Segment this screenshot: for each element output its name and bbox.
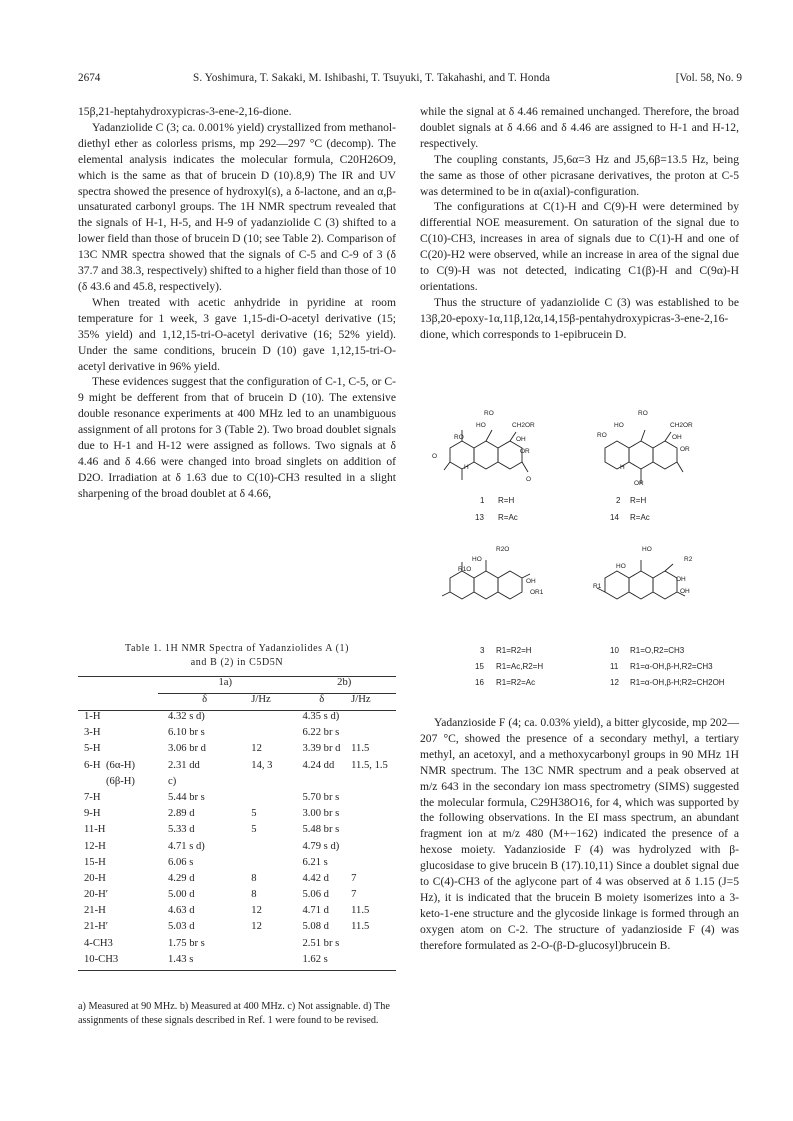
atom-label: R1O [458,566,472,573]
table-row [78,808,396,824]
atom-label: H [464,464,469,471]
nmr-table [78,676,396,971]
cell-j-2 [351,857,396,873]
table-row [78,889,396,905]
row-label [78,760,158,776]
cell-j-2 [351,711,396,728]
atom-label: HO [476,422,486,429]
compound-number: 16 [475,678,484,687]
cell-delta-2: 5.08 d [302,921,329,933]
compound-substituent: R1=R2=Ac [496,678,536,687]
row-label: 15-H [84,856,106,868]
compound-number: 2 [616,496,621,505]
right-column [420,104,739,343]
cell-delta-2: 4.35 s d) [302,711,340,722]
cell-delta-2: 4.24 dd [302,759,335,771]
cell-j-1: 5 [251,824,257,836]
atom-label: HO [616,563,626,570]
atom-label: OR [634,480,644,487]
cell-j-1: 12 [251,921,262,933]
row-label: 21-H [84,905,106,917]
row-label-text: 6-H [84,759,101,771]
cell-delta-2: 4.42 d [302,872,329,884]
row-label: 9-H [84,808,101,820]
compound-substituent: R=Ac [498,513,518,522]
cell-delta-1: 2.89 d [168,808,195,820]
row-label: 7-H [84,791,101,803]
compound-number: 12 [610,678,619,687]
cell-delta-1: 6.06 s [168,856,194,868]
row-label [78,776,158,792]
table-row [78,743,396,759]
cell-j-1 [251,954,292,971]
atom-label: H [620,464,625,471]
table-col-head: 2b) [337,677,352,688]
compound-number: 3 [480,646,485,655]
cell-j-1 [251,727,292,743]
row-sublabel: (6β-H) [106,775,135,787]
cell-j-1 [251,711,292,728]
table-subhead: δ [292,694,351,711]
atom-label: R1 [593,583,602,590]
paragraph: 15β,21-heptahydroxypicras-3-ene-2,16-dione. [78,105,292,118]
cell-delta-2 [292,776,351,792]
table-subhead: δ [158,694,251,711]
left-column [78,104,396,502]
cell-j-1 [251,776,292,792]
atom-label: R2 [684,556,693,563]
row-label: 20-H [84,872,106,884]
table-footnote: a) Measured at 90 MHz. b) Measured at 400 MHz. c) Not assignable. d) The assignments of these signals described in Ref. 1 were found to be revised. [78,1001,390,1026]
table-title [78,642,396,670]
table-row [78,938,396,954]
cell-delta-2: 4.79 s d) [302,840,340,852]
cell-delta-1: 2.31 dd [168,759,200,771]
compound-number: 13 [475,513,484,522]
compound-number: 15 [475,662,484,671]
author-line: S. Yoshimura, T. Sakaki, M. Ishibashi, T. Tsuyuki, T. Takahashi, and T. Honda [193,72,551,84]
table-row [78,905,396,921]
compound-substituent: R1=α-OH,β-H,R2=CH3 [630,662,713,671]
cell-j-1: 14, 3 [251,759,273,771]
table-row [78,857,396,873]
paragraph: When treated with acetic anhydride in pyridine at room temperature for 1 week, 3 gave 1,15-di-O-acetyl derivative (15; 35% yield) and 1,12,15-tri-O-acetyl derivative (16; 52% yield). Under the same conditions, brucein D (10) gave 1,12,15-tri-O-acetyl derivative in 96% yield. [78,295,396,373]
compound-number: 10 [610,646,619,655]
atom-label: OH [680,588,690,595]
atom-label: OH [672,434,682,441]
table-row [78,873,396,889]
atom-label: RO [484,410,494,417]
cell-j-2: 11.5 [351,743,370,755]
compound-substituent: R1=O,R2=CH3 [630,646,685,655]
cell-j-1: 12 [251,743,262,755]
cell-delta-2: 6.22 br s [302,727,340,739]
right-column-lower [420,715,739,954]
paragraph: Yadanzioside F (4; ca. 0.03% yield), a bitter glycoside, mp 202—207 °C, showed the presence of a secondary methyl, a tertiary methyl, an acetoxyl, and a methoxycarbonyl groups in 90 MHz 1H NMR spectrum. The 13C NMR spectrum and a peak observed at m/z 643 in the secondary ion mass spectrometry (SIMS) suggested the molecular formula, C29H38O16, for 4, which was supported by the following observations. In the EI mass spectrum, an abundant fragment ion at m/z 480 (M+−162) indicated the presence of a hexose moiety. Yadanzioside F (4) was hydrolyzed with β-glucosidase to give brucein B (17).10,11) Since a doublet signal due to C(4)-CH3 of the aglycone part of 4 was observed at δ 1.15 (J=5 Hz), it is indicated that the brucein B moiety isomerizes into a 3-keto-1-ene structure and the glycoside linkage is formed through an oxygen atom on C-2. The structure of yadanzioside F (4) was therefore formulated as 2-O-(β-D-glucosyl)brucein B. [420,716,739,952]
row-label: 20-H′ [84,889,109,901]
cell-j-2: 7 [351,889,357,901]
table-row [78,776,396,792]
cell-j-2: 11.5 [351,921,370,933]
cell-j-1: 8 [251,872,257,884]
paragraph: Yadanziolide C (3; ca. 0.001% yield) crystallized from methanol-diethyl ether as colorless prisms, mp 292—297 °C (decomp). The elemental analysis indicates the molecular formula, C20H26O9, which is the same as that of brucein D (10).8,9) The IR and UV spectra showed the presence of hydroxyl(s), a δ-lactone, and an α,β-unsaturated carbonyl groups. The 1H NMR spectrum revealed that the signals of H-1, H-5, and H-9 of yadanziolide C (3) shifted to a lower field than those of brucein D (10; see Table 2). Comparison of 13C NMR spectra showed that the signals of C-5 and C-9 of 3 (δ 37.7 and 38.3, respectively) shifted to a higher field than those of 10 (δ 43.6 and 45.8, respectively). [78,120,396,293]
cell-j-1 [251,857,292,873]
row-label: 10-CH3 [78,954,158,971]
cell-delta-1: 1.43 s [158,954,251,971]
cell-j-2 [351,727,396,743]
table-row [78,760,396,776]
atom-label: CH2OR [670,422,693,429]
row-label: 1-H [84,711,101,722]
cell-j-1: 5 [251,808,257,820]
cell-delta-1: 4.71 s d) [168,840,205,852]
cell-delta-1: 4.29 d [168,872,195,884]
row-label: 21-H′ [84,921,109,933]
table-row [78,711,396,728]
table-row [78,727,396,743]
atom-label: RO [597,432,607,439]
cell-j-2 [351,776,396,792]
paragraph: Thus the structure of yadanziolide C (3) was established to be 13β,20-epoxy-1α,11β,12α,14,15β-pentahydroxypicras-3-ene-2,16-dione, which corresponds to 1-epibrucein D. [420,295,739,341]
table-col-head: 1a) [218,677,232,688]
atom-label: RO [638,410,648,417]
cell-delta-1: 3.06 br d [168,743,206,755]
compound-substituent: R1=R2=H [496,646,532,655]
cell-j-2 [351,954,396,971]
cell-delta-2: 1.62 s [292,954,351,971]
volume-info: [Vol. 58, No. 9 [675,72,742,84]
cell-delta-1: 4.32 s d) [168,711,205,722]
table-row [78,921,396,937]
row-label: 4-CH3 [84,937,113,949]
cell-j-1 [251,792,292,808]
row-sublabel: (6α-H) [106,759,136,771]
cell-delta-1: 5.03 d [168,921,195,933]
atom-label: HO [614,422,624,429]
table-title-line: Table 1. 1H NMR Spectra of Yadanziolides A (1) [124,643,350,654]
cell-delta-2: 3.00 br s [302,808,340,820]
atom-label: O [526,476,532,483]
compound-substituent: R=Ac [630,513,650,522]
cell-j-1: 12 [251,905,262,917]
row-label: 3-H [84,727,101,739]
cell-delta-1: 1.75 br s [168,937,205,949]
cell-j-2 [351,792,396,808]
table-row [78,792,396,808]
paragraph: The coupling constants, J5,6α=3 Hz and J5,6β=13.5 Hz, being the same as those of other picrasane derivatives, the proton at C-5 was determined to be in α(axial)-configuration. [420,152,739,198]
cell-j-1: 8 [251,889,257,901]
table-row [78,954,396,971]
cell-j-2: 11.5, 1.5 [351,759,388,771]
row-label: 5-H [84,743,101,755]
compound-number: 1 [480,496,485,505]
table-subhead: J/Hz [251,694,292,711]
cell-delta-1: 5.00 d [168,889,195,901]
atom-label: RO [454,434,464,441]
table-row [78,841,396,857]
atom-label: O [432,453,438,460]
paragraph: These evidences suggest that the configuration of C-1, C-5, or C-9 might be defferent from that of brucein D (10). The extensive double resonance experiments at 400 MHz led to an unambiguous assignment of all protons for 3 (Table 2). Two broad doublet signals due to H-1 and H-12 were assigned as follows. Two signals at δ 4.46 and δ 4.66 were changed into broad singlets on addition of D2O. Irradiation at δ 1.63 due to C(10)-CH3 resulted in a slight sharpening of the broad doublet at δ 4.66, [78,375,396,500]
cell-delta-1: 5.44 br s [168,791,205,803]
paragraph: while the signal at δ 4.46 remained unchanged. Therefore, the broad doublet signals at δ 4.66 and δ 4.46 are assigned to H-1 and H-12, respectively. [420,105,739,150]
chemical-structures-figure [420,408,740,708]
cell-j-2 [351,808,396,824]
atom-label: CH2OR [512,422,535,429]
cell-j-1 [251,938,292,954]
cell-delta-2: 5.70 br s [302,791,340,803]
atom-label: HO [642,546,652,553]
table-body [78,711,396,971]
compound-substituent: R1=α-OH,β-H;R2=CH2OH [630,678,725,687]
cell-delta-1: 4.63 d [168,905,195,917]
cell-delta-2: 3.39 br d [302,743,341,755]
compound-number: 11 [610,662,619,671]
table-row [78,824,396,840]
atom-label: HO [472,556,482,563]
cell-delta-2: 4.71 d [302,905,329,917]
cell-j-2: 11.5 [351,905,370,917]
cell-delta-1: 6.10 br s [168,727,205,739]
atom-label: OH [526,578,536,585]
compound-number: 14 [610,513,619,522]
cell-delta-1: 5.33 d [168,824,195,836]
cell-delta-1: c) [168,775,177,787]
paragraph: The configurations at C(1)-H and C(9)-H were determined by differential NOE measurement. On saturation of the signal due to C(10)-CH3, increases in area of signals due to C(1)-H and one of C(20)-H2 were observed, while an increase in area of the signal due to C(9)-H was not detected, indicating C1(β)-H and C(9α)-H orientations. [420,200,739,293]
compound-substituent: R=H [498,496,515,505]
cell-j-1 [251,841,292,857]
cell-delta-2: 5.06 d [302,889,329,901]
page-number: 2674 [78,72,101,84]
cell-delta-2: 2.51 br s [302,937,340,949]
table-subhead: J/Hz [351,694,396,711]
cell-j-2 [351,824,396,840]
cell-delta-2: 5.48 br s [302,824,340,836]
atom-label: OR1 [530,589,544,596]
row-label: 11-H [84,824,106,836]
cell-j-2: 7 [351,872,357,884]
atom-label: OH [516,436,526,443]
cell-j-2 [351,938,396,954]
atom-label: OH [676,576,686,583]
compound-substituent: R1=Ac,R2=H [496,662,544,671]
row-label: 12-H [84,840,106,852]
cell-delta-2: 6.21 s [302,856,328,868]
table-title-line: and B (2) in C5D5N [190,657,284,668]
atom-label: R2O [496,546,510,553]
cell-j-2 [351,841,396,857]
atom-label: OR [680,446,690,453]
compound-substituent: R=H [630,496,647,505]
atom-label: OR [520,448,530,455]
